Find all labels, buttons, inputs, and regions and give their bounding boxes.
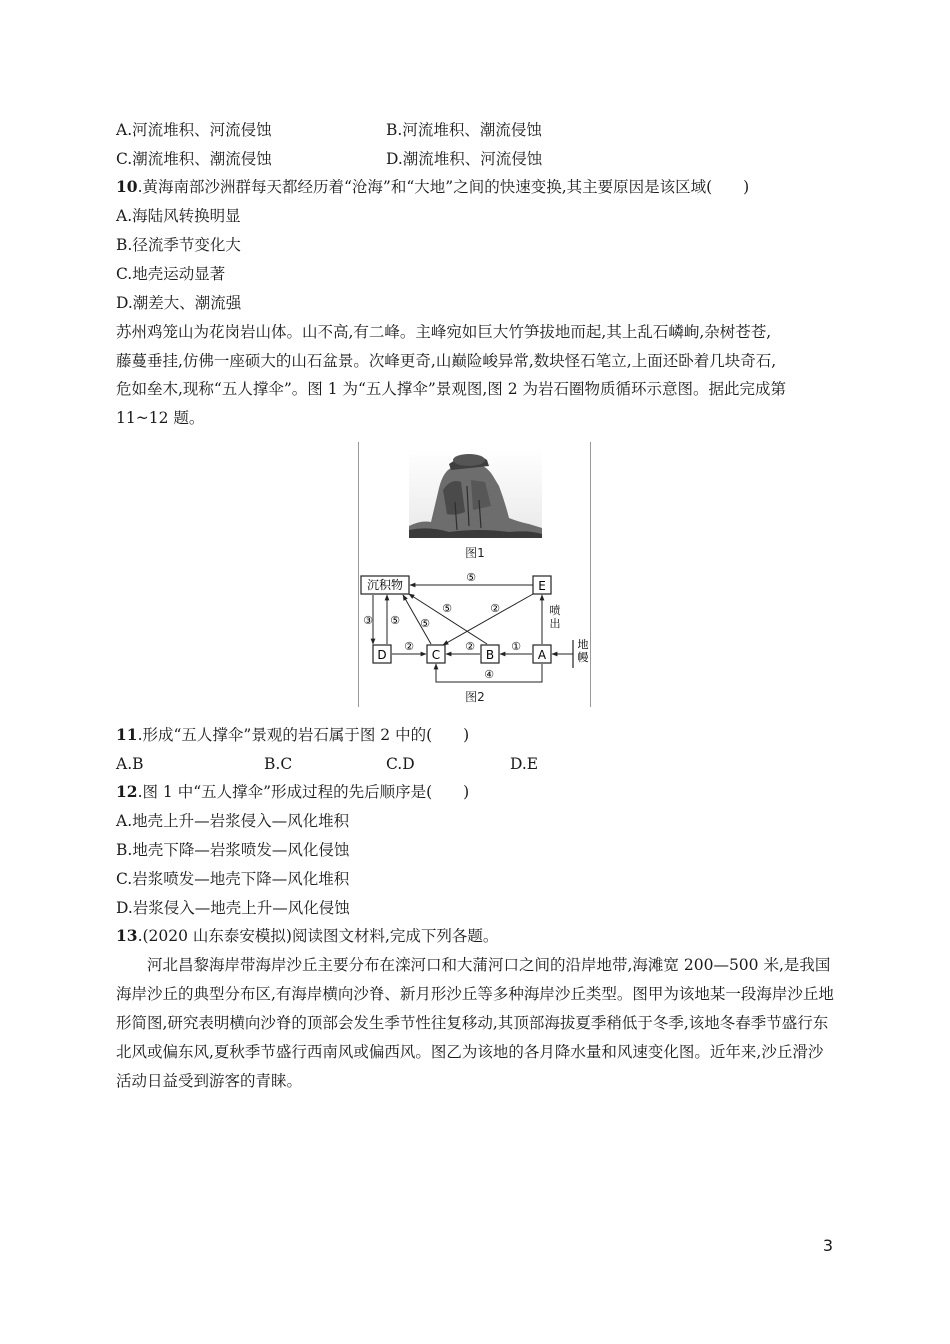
box-sediment-label: 沉积物 xyxy=(366,578,404,592)
q10-stem xyxy=(116,177,749,197)
material-line-2: 藤蔓垂挂,仿佛一座硕大的山石盆景。次峰更奇,山巅险峻异常,数块怪石笔立,上面还卧着几块奇石, xyxy=(116,352,777,370)
q11-text: .形成“五人撑伞”景观的岩石属于图 2 中的( ) xyxy=(137,726,470,744)
five-person-umbrella-photo xyxy=(409,448,542,538)
label-5-top: ⑤ xyxy=(466,571,476,584)
box-c-label: C xyxy=(431,648,441,662)
figure-svg xyxy=(359,442,590,707)
box-b-label: B xyxy=(485,648,495,662)
magma-char-2: 幔 xyxy=(577,651,589,664)
page-number: 3 xyxy=(822,1236,833,1255)
q11-option-d: D.E xyxy=(510,755,539,773)
q10-option-a: A.海陆风转换明显 xyxy=(116,207,241,225)
box-e-label: E xyxy=(538,579,546,593)
q10-option-c: C.地壳运动显著 xyxy=(116,265,226,283)
q13-number: 13 xyxy=(116,926,138,945)
q13-text: .(2020 山东泰安模拟)阅读图文材料,完成下列各题。 xyxy=(137,927,499,945)
box-a-label: A xyxy=(537,648,547,662)
eruption-char-1: 喷 xyxy=(549,604,561,617)
q12-option-d: D.岩浆侵入—地壳上升—风化侵蚀 xyxy=(116,899,350,917)
q9-option-d: D.潮流堆积、河流侵蚀 xyxy=(386,150,543,168)
label-5-diag2: ⑤ xyxy=(442,602,452,615)
eruption-char-2: 出 xyxy=(549,617,561,630)
q11-stem xyxy=(116,725,469,745)
material-line-1: 苏州鸡笼山为花岗岩山体。山不高,有二峰。主峰宛如巨大竹笋拔地而起,其上乱石嶙峋,杂树苍苍, xyxy=(116,323,772,341)
label-eruption xyxy=(550,603,561,630)
q10-number: 10 xyxy=(116,177,138,196)
q12-stem xyxy=(116,782,469,802)
label-1: ① xyxy=(511,640,521,653)
label-5-left: ⑤ xyxy=(390,614,400,627)
q9-option-c: C.潮流堆积、潮流侵蚀 xyxy=(116,150,272,168)
material-line-3: 危如垒木,现称“五人撑伞”。图 1 为“五人撑伞”景观图,图 2 为岩石圈物质循环示意图。据此完成第 xyxy=(116,380,786,398)
q12-option-a: A.地壳上升—岩浆侵入—风化堆积 xyxy=(116,812,350,830)
q11-number: 11 xyxy=(116,725,138,744)
q11-option-a: A.B xyxy=(116,755,144,773)
q13-stem xyxy=(116,926,498,946)
label-magma xyxy=(578,637,589,664)
label-5-diag1: ⑤ xyxy=(420,617,430,630)
label-4: ④ xyxy=(484,668,494,681)
q10-option-d: D.潮差大、潮流强 xyxy=(116,294,242,312)
arrow-e-to-c xyxy=(443,594,533,645)
q12-option-b: B.地壳下降—岩浆喷发—风化侵蚀 xyxy=(116,841,350,859)
q11-option-b: B.C xyxy=(264,755,293,773)
label-2-bc: ② xyxy=(465,640,475,653)
material-line-4: 11~12 题。 xyxy=(116,409,205,427)
label-2-dc: ② xyxy=(404,640,414,653)
q9-option-b: B.河流堆积、潮流侵蚀 xyxy=(386,121,542,139)
label-2-diag: ② xyxy=(490,602,500,615)
q12-option-c: C.岩浆喷发—地壳下降—风化堆积 xyxy=(116,870,350,888)
q10-text: .黄海南部沙洲群每天都经历着“沧海”和“大地”之间的快速变换,其主要原因是该区域( ) xyxy=(137,178,750,196)
rock-cycle-figure xyxy=(358,442,591,707)
box-d-label: D xyxy=(377,648,387,662)
magma-char-1: 地 xyxy=(577,638,589,651)
q11-option-c: C.D xyxy=(386,755,415,773)
label-3: ③ xyxy=(363,614,373,627)
fig1-caption: 图1 xyxy=(465,546,485,560)
q10-option-b: B.径流季节变化大 xyxy=(116,236,241,254)
fig2-caption: 图2 xyxy=(465,690,485,704)
q12-number: 12 xyxy=(116,782,138,801)
q9-option-a: A.河流堆积、河流侵蚀 xyxy=(116,121,272,139)
q12-text: .图 1 中“五人撑伞”形成过程的先后顺序是( ) xyxy=(137,783,470,801)
q13-paragraph: 河北昌黎海岸带海岸沙丘主要分布在滦河口和大蒲河口之间的沿岸地带,海滩宽 200—500 米,是我国海岸沙丘的典型分布区,有海岸横向沙脊、新月形沙丘等多种海岸沙丘类型。图甲为该地某一段海岸沙丘地形简图,研究表明横向沙脊的顶部会发生季节性往复移动,其顶部海拔夏季稍低于冬季,该地冬春季节盛行东北风或偏东风,夏秋季节盛行西南风或偏西风。图乙为该地的各月降水量和风速变化图。近年来,沙丘滑沙活动日益受到游客的青睐。 xyxy=(116,956,834,1090)
